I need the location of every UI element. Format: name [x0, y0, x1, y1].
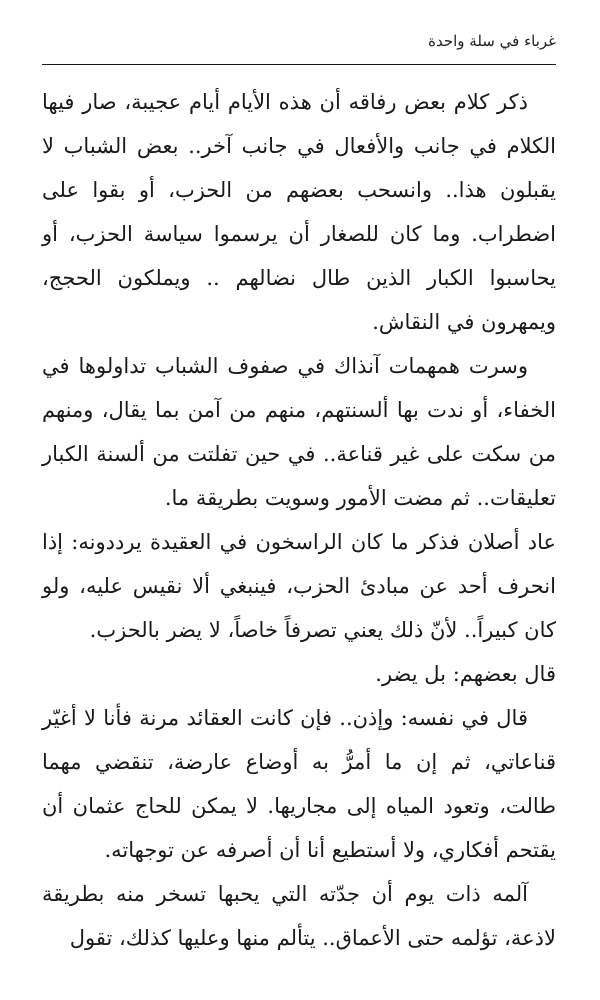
- running-header: غرباء في سلة واحدة: [428, 32, 556, 50]
- body-text: [42, 80, 556, 960]
- header-divider: [42, 64, 556, 65]
- paragraph: قال في نفسه: وإذن.. فإن كانت العقائد مرنة فأنا لا أغيّر قناعاتي، ثم إن ما أمرُّ به أوضاع عارضة، تنقضي مهما طالت، وتعود المياه إلى مجاريها. لا يمكن للحاج عثمان أن يقتحم أفكاري، ولا أستطيع أنا أن أصرفه عن توجهاته.: [42, 706, 556, 862]
- paragraph: آلمه ذات يوم أن جدّته التي يحبها تسخر منه بطريقة لاذعة، تؤلمه حتى الأعماق.. يتألم منها وعليها كذلك، تقول: [42, 882, 556, 950]
- paragraph: ذكر كلام بعض رفاقه أن هذه الأيام أيام عجيبة، صار فيها الكلام في جانب والأفعال في جانب آخر.. بعض الشباب لا يقبلون هذا.. وانسحب بعضهم من الحزب، أو بقوا على اضطراب. وما كان للصغار أن يرسموا سياسة الحزب، أو يحاسبوا الكبار الذين طال نضالهم .. ويملكون الحجج، ويمهرون في النقاش.: [42, 90, 556, 334]
- paragraph: عاد أصلان فذكر ما كان الراسخون في العقيدة يرددونه: إذا انحرف أحد عن مبادئ الحزب، فينبغي ألا نقيس عليه، ولو كان كبيراً.. لأنّ ذلك يعني تصرفاً خاصاً، لا يضر بالحزب.: [42, 530, 556, 642]
- paragraph: وسرت همهمات آنذاك في صفوف الشباب تداولوها في الخفاء، أو ندت بها ألسنتهم، منهم من آمن بما يقال، ومنهم من سكت على غير قناعة.. في حين تفلتت من ألسنة الكبار تعليقات.. ثم مضت الأمور وسويت بطريقة ما.: [42, 354, 556, 510]
- paragraph: قال بعضهم: بل يضر.: [375, 662, 556, 686]
